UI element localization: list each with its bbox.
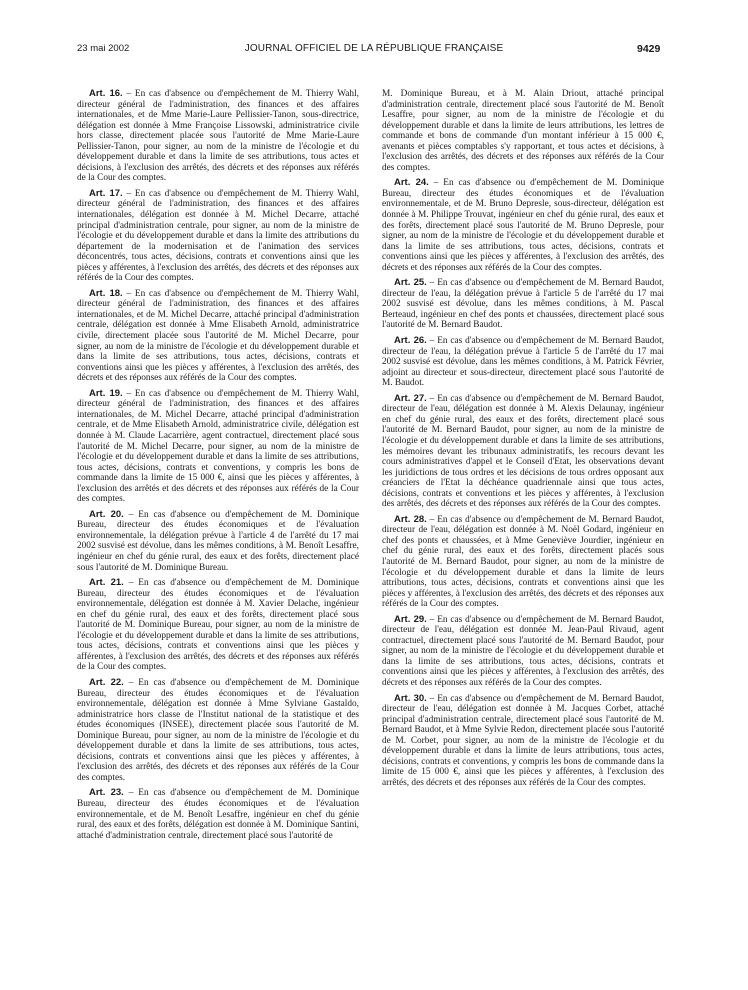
article-text: – En cas d'absence ou d'empêchement de M. Thierry Wahl, directeur général de l'administration, des finances et des affaires internationales, délégation est donnée à M. Michel Decarre, attaché principal d'administration centrale, pour signer, au nom de la ministre de l'écologie et du développement durable et dans la limite des attributions du département de la modernisation et de l'animation des services déconcentrés, tous actes, décisions, contrats et conventions ainsi que les pièces y afférentes, à l'exclusion des arrêtés, des décrets et des réponses aux référés de la Cour des comptes. <box>77 188 359 284</box>
article-label: Art. 22. <box>89 676 124 688</box>
article-23-continuation: M. Dominique Bureau, et à M. Alain Driout, attaché principal d'administration centrale, directement placé sous l'autorité de M. Benoît Lesaffre, pour signer, au nom de la ministre de l'écologie et du développement durable et dans la limite de leurs attributions, les lettres de commande et bons de commande d'un montant inférieur à 15 000 €, avenants et pièces comptables s'y rapportant, et tous actes et décisions, à l'exclusion des arrêtés, des décrets et des réponses aux référés de la Cour des comptes. <box>382 89 664 173</box>
article-label: Art. 16. <box>89 89 123 99</box>
article-label: Art. 24. <box>394 177 429 189</box>
article-text: – En cas d'absence ou d'empêchement de M. Bernard Baudot, directeur de l'eau, délégation est donnée à M. Alexis Delaunay, ingénieur en chef du génie rural, des eaux et des forêts, directement placé sous l'autorité de M. Bernard Baudot, pour signer, au nom de la ministre de l'écologie et du développement durable et dans la limite de ses attributions, les mémoires devant les tribunaux administratifs, les recours devant les cours administratives d'appel et le Conseil d'Etat, les observations devant les juridictions de tous ordres et les décisions de tous ordres opposant aux créanciers de l'Etat la déchéance quadriennale ainsi que tous actes, décisions, contrats et conventions et les pièces y afférentes, à l'exclusion des arrêtés, des décrets et des réponses aux référés de la Cour des comptes. <box>382 393 664 510</box>
article-text: – En cas d'absence ou d'empêchement de M. Bernard Baudot, directeur de l'eau, délégation est donnée à M. Noël Godard, ingénieur en chef des ponts et chaussées, et à Mme Geneviève Jourdier, ingénieur en chef du génie rural, des eaux et des forêts, directement placés sous l'autorité de M. Bernard Baudot, pour signer, au nom de la ministre de l'écologie et du développement durable et dans la limite de leurs attributions, tous actes, décisions, contrats et conventions ainsi que les pièces y afférentes, à l'exclusion des arrêtés, des décrets et des réponses aux référés de la Cour des comptes. <box>382 514 664 610</box>
article-text: – En cas d'absence ou d'empêchement de M. Dominique Bureau, directeur des études économiques et de l'évaluation environnementale, et de M. Bruno Depresle, sous-directeur, délégation est donnée à M. Philippe Trouvat, ingénieur en chef du génie rural, des eaux et des forêts, directement placé sous l'autorité de M. Bruno Depresle, pour signer, au nom de la ministre de l'écologie et du développement durable et dans la limite de ses attributions, tous actes, décisions, contrats et conventions ainsi que les pièces y afférentes, à l'exclusion des arrêtés, des décrets et des réponses aux référés de la Cour des comptes. <box>382 178 664 273</box>
article-21 <box>77 578 359 673</box>
article-22 <box>77 678 359 783</box>
article-text: – En cas d'absence ou d'empêchement de M. Bernard Baudot, directeur de l'eau, la délégation prévue à l'article 5 de l'arrêté du 17 mai 2002 susvisé est dévolue, dans les mêmes conditions, à M. Pascal Berteaud, ingénieur en chef des ponts et chaussées, directement placé sous l'autorité de M. Bernard Baudot. <box>382 278 664 331</box>
article-28 <box>382 515 664 610</box>
journal-title: JOURNAL OFFICIEL DE LA RÉPUBLIQUE FRANÇAISE <box>244 43 504 54</box>
article-text: – En cas d'absence ou d'empêchement de M. Thierry Wahl, directeur général de l'administration, des finances et des affaires internationales, et de Mme Marie-Laure Pellissier-Tanon, sous-directrice, délégation est donnée à Mme Françoise Lissowski, administratrice civile hors classe, directement placée sous l'autorité de Mme Marie-Laure Pellissier-Tanon, pour signer, au nom de la ministre de l'écologie et du développement durable et dans la limite de ses attributions, tous actes et décisions, à l'exclusion des arrêtés, des décrets et des réponses aux référés de la Cour des comptes. <box>77 89 359 184</box>
publication-date: 23 mai 2002 <box>77 43 130 54</box>
right-column <box>382 89 664 969</box>
article-27 <box>382 394 664 510</box>
article-text: – En cas d'absence ou d'empêchement de M. Dominique Bureau, directeur des études économiques et de l'évaluation environnementale, la délégation prévue à l'article 4 de l'arrêté du 17 mai 2002 susvisé est dévolue, dans les mêmes conditions, à M. Benoît Lesaffre, ingénieur en chef du génie rural, des eaux et des forêts, directement placé sous l'autorité de M. Dominique Bureau. <box>77 509 359 573</box>
article-label: Art. 23. <box>89 787 124 799</box>
article-label: Art. 18. <box>89 287 123 299</box>
article-label: Art. 27. <box>394 392 427 404</box>
page-number: 9429 <box>637 43 661 55</box>
page-header <box>0 43 748 57</box>
article-30 <box>382 694 664 789</box>
article-text: – En cas d'absence ou d'empêchement de M. Thierry Wahl, directeur général de l'administration, des finances et des affaires internationales, de M. Michel Decarre, attaché principal d'administration centrale, et de Mme Elisabeth Arnold, administratrice civile, délégation est donnée à M. Claude Lacarrière, agent contractuel, directement placé sous l'autorité de M. Michel Decarre, pour signer, au nom de la ministre de l'écologie et du développement durable et dans la limite de ses attributions, tous actes, décisions, contrats et conventions, y compris les bons de commande dans la limite de 15 000 €, ainsi que les pièces y afférentes, à l'exclusion des arrêtés et des décrets et des réponses aux référés de la Cour des comptes. <box>77 388 359 505</box>
article-29 <box>382 615 664 689</box>
article-16 <box>77 89 359 184</box>
article-17 <box>77 189 359 284</box>
article-text: – En cas d'absence ou d'empêchement de M. Bernard Baudot, directeur de l'eau, la délégation prévue à l'article 5 de l'arrêté du 17 mai 2002 susvisé est dévolue, dans les mêmes conditions, à M. Patrick Février, adjoint au directeur et sous-directeur, directement placé sous l'autorité de M. Baudot. <box>382 336 664 389</box>
left-column <box>77 89 359 969</box>
article-label: Art. 19. <box>89 387 123 399</box>
article-18 <box>77 289 359 384</box>
article-text: – En cas d'absence ou d'empêchement de M. Dominique Bureau, directeur des études économiques et de l'évaluation environnementale, délégation est donnée à M. Xavier Delache, ingénieur en chef du génie rural, des eaux et des forêts, directement placé sous l'autorité de M. Dominique Bureau, pour signer, au nom de la ministre de l'écologie et du développement durable et dans la limite de ses attributions, tous actes, décisions, contrats et conventions ainsi que les pièces y afférentes, à l'exclusion des arrêtés, des décrets et des réponses aux référés de la Cour des comptes. <box>77 578 359 673</box>
article-label: Art. 17. <box>89 187 123 199</box>
article-label: Art. 20. <box>89 508 124 520</box>
article-19 <box>77 389 359 505</box>
article-text: – En cas d'absence ou d'empêchement de M. Thierry Wahl, directeur général de l'administration, des finances et des affaires internationales, et de M. Michel Decarre, attaché principal d'administration centrale, délégation est donnée à Mme Elisabeth Arnold, administratrice civile, directement placée sous l'autorité de M. Michel Decarre, pour signer, au nom de la ministre de l'écologie et du développement durable et dans la limite de ses attributions, tous actes, décisions, contrats et conventions ainsi que les pièces y afférentes, à l'exclusion des arrêtés, des décrets et des réponses aux référés de la Cour des comptes. <box>77 288 359 384</box>
article-label: Art. 29. <box>394 613 427 625</box>
article-label: Art. 28. <box>394 513 427 525</box>
article-label: Art. 21. <box>89 577 124 589</box>
article-24 <box>382 178 664 273</box>
article-label: Art. 26. <box>394 335 427 347</box>
article-20 <box>77 510 359 573</box>
article-26 <box>382 336 664 389</box>
article-25 <box>382 278 664 331</box>
article-text: – En cas d'absence ou d'empêchement de M. Bernard Baudot, directeur de l'eau, délégation est donnée M. Jean-Paul Rivaud, agent contractuel, directement placé sous l'autorité de M. Bernard Baudot, pour signer, au nom de la ministre de l'écologie et du développement durable et dans la limite de ses attributions, tous actes, décisions, contrats et conventions ainsi que les pièces y afférentes, à l'exclusion des arrêtés, des décrets et des réponses aux référés de la Cour des comptes. <box>382 614 664 688</box>
article-text: – En cas d'absence ou d'empêchement de M. Dominique Bureau, directeur des études économiques et de l'évaluation environnementale, délégation est donnée à Mme Sylviane Gastaldo, administratrice hors classe de l'Institut national de la statistique et des études économiques (INSEE), directement placée sous l'autorité de M. Dominique Bureau, pour signer, au nom de la ministre de l'écologie et du développement durable et dans la limite de ses attributions, tous actes, décisions, contrats et conventions ainsi que les pièces y afférentes, à l'exclusion des arrêtés, des décrets et des réponses aux référés de la Cour des comptes. <box>77 677 359 783</box>
article-label: Art. 30. <box>394 692 427 704</box>
article-label: Art. 25. <box>394 277 427 289</box>
article-text: – En cas d'absence ou d'empêchement de M. Dominique Bureau, directeur des études économiques et de l'évaluation environnementale, et de M. Benoît Lesaffre, ingénieur en chef du génie rural, des eaux et des forêts, délégation est donnée à M. Dominique Santini, attaché d'administration centrale, directement placé sous l'autorité de <box>77 788 359 841</box>
article-text: – En cas d'absence ou d'empêchement de M. Bernard Baudot, directeur de l'eau, délégation est donnée à M. Jacques Corbet, attaché principal d'administration centrale, directement placé sous l'autorité de M. Bernard Baudot, et à Mme Sylvie Redon, directement placée sous l'autorité de M. Corbet, pour signer, au nom de la ministre de l'écologie et du développement durable et dans la limite de leurs attributions, tous actes, décisions, contrats et conventions, y compris les bons de commande dans la limite de 15 000 €, ainsi que les pièces y afférentes, à l'exclusion des arrêtés, des décrets et des réponses aux référés de la Cour des comptes. <box>382 693 664 788</box>
article-23 <box>77 788 359 841</box>
